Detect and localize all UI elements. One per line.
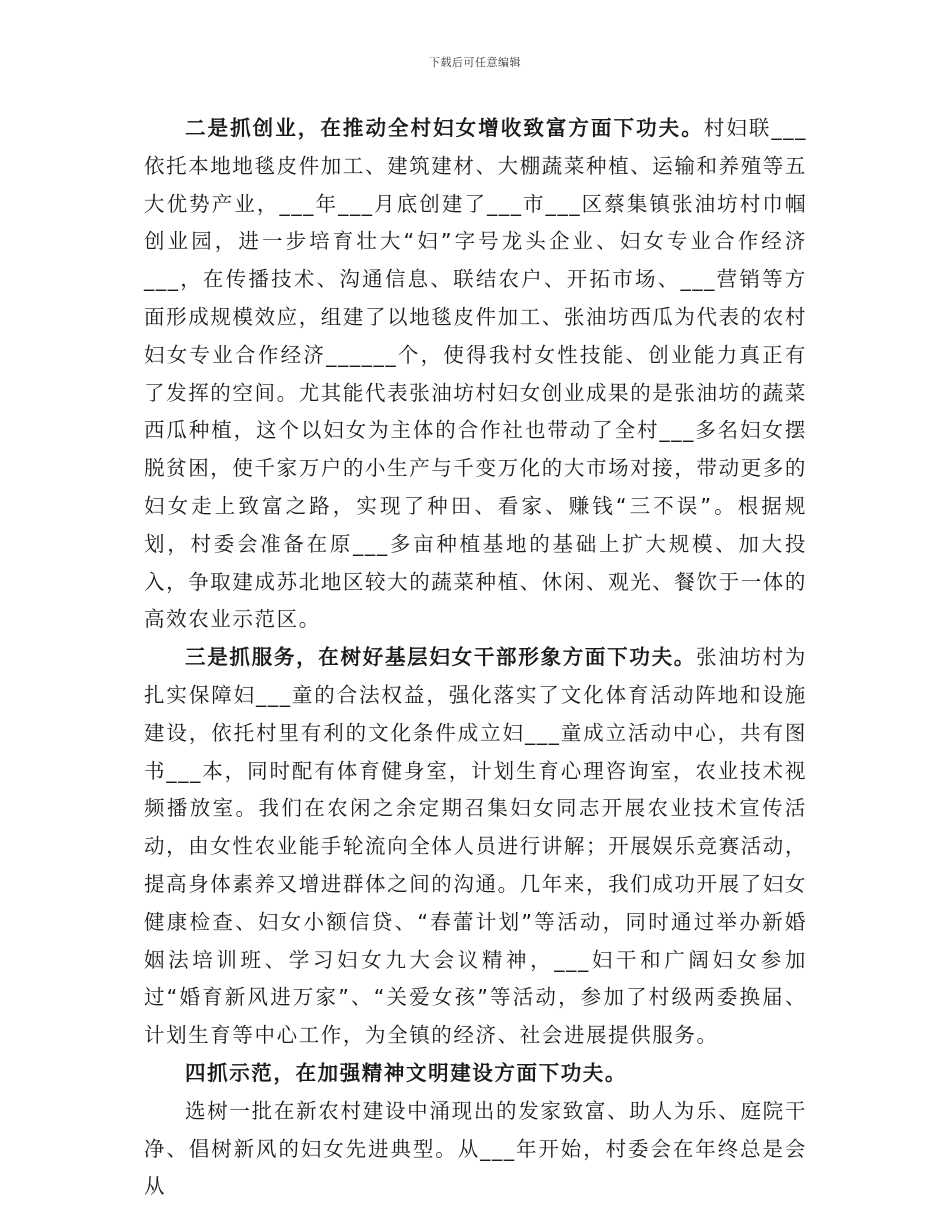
header-note: 下载后可任意编辑 [429, 56, 521, 69]
paragraph-lead: 三是抓服务，在树好基层妇女干部形象方面下功夫。 [185, 645, 697, 670]
section-heading: 四抓示范，在加强精神文明建设方面下功夫。 [185, 1060, 627, 1085]
document-body [144, 110, 807, 1206]
paragraph-text: 选树一批在新农村建设中涌现出的发家致富、助人为乐、庭院干净、倡树新风的妇女先进典型。从___年开始，村委会在年终总是会从 [144, 1098, 807, 1199]
paragraph-lead: 二是抓创业，在推动全村妇女增收致富方面下功夫。 [185, 116, 704, 140]
paragraph-text: 张油坊村为扎实保障妇___童的合法权益，强化落实了文化体育活动阵地和设施建设，依托村里有利的文化条件成立妇___童成立活动中心，共有图书___本，同时配有体育健身室，计划生育心理咨询室，农业技术视频播放室。我们在农闲之余定期召集妇女同志开展农业技术宣传活动，由女性农业能手轮流向全体人员进行讲解；开展娱乐竞赛活动，提高身体素养又增进群体之间的沟通。几年来，我们成功开展了妇女健康检查、妇女小额信贷、“春蕾计划”等活动，同时通过举办新婚姻法培训班、学习妇女九大会议精神，___妇干和广阔妇女参加过“婚育新风进万家”、“关爱女孩”等活动，参加了村级两委换届、计划生育等中心工作，为全镇的经济、社会进展提供服务。 [144, 645, 807, 1048]
paragraph-entrepreneurship [144, 110, 807, 639]
paragraph-text: 村妇联___依托本地地毯皮件加工、建筑建材、大棚蔬菜种植、运输和养殖等五大优势产业，___年___月底创建了___市___区蔡集镇张油坊村巾帼创业园，进一步培育壮大“妇”字号龙头企业、妇女专业合作经济___，在传播技术、沟通信息、联结农户、开拓市场、___营销等方面形成规模效应，组建了以地毯皮件加工、张油坊西瓜为代表的农村妇女专业合作经济______个，使得我村女性技能、创业能力真正有了发挥的空间。尤其能代表张油坊村妇女创业成果的是张油坊的蔬菜西瓜种植，这个以妇女为主体的合作社也带动了全村___多名妇女摆脱贫困，使千家万户的小生产与千变万化的大市场对接，带动更多的妇女走上致富之路，实现了种田、看家、赚钱“三不误”。根据规划，村委会准备在原___多亩种植基地的基础上扩大规模、加大投入，争取建成苏北地区较大的蔬菜种植、休闲、观光、餐饮于一体的高效农业示范区。 [144, 116, 807, 632]
paragraph-demonstration [144, 1093, 807, 1206]
paragraph-service [144, 639, 807, 1055]
